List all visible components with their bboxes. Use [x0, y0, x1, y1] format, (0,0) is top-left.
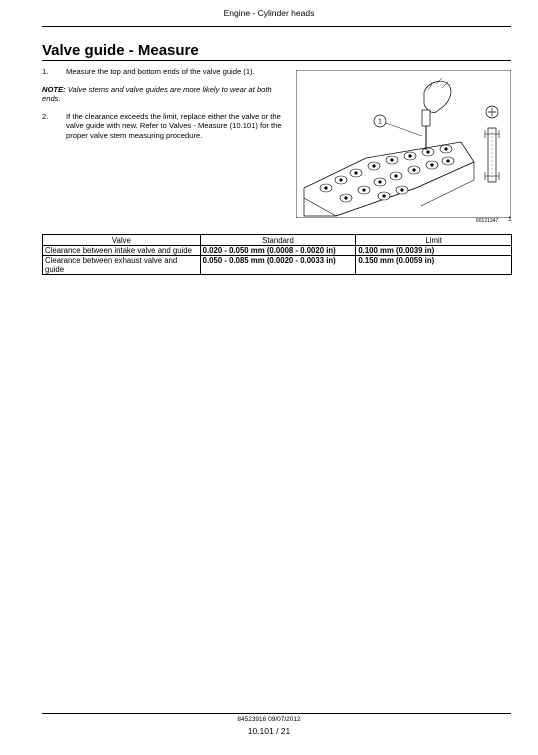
- step-number: 2.: [42, 111, 49, 121]
- table-cell-valve: Clearance between intake valve and guide: [43, 246, 201, 256]
- footer-divider: [42, 713, 511, 714]
- valve-guide-illustration: [296, 70, 511, 218]
- figure-callout: 1: [378, 118, 382, 126]
- step-text: Measure the top and bottom ends of the valve guide (1).: [66, 67, 255, 76]
- procedure-text: [42, 67, 282, 149]
- page-title: Valve guide - Measure: [42, 42, 199, 59]
- page-number: 10.101 / 21: [247, 726, 291, 736]
- note-label: NOTE:: [42, 84, 66, 94]
- column-header-limit: Limit: [356, 235, 512, 246]
- table-cell-standard: 0.050 - 0.085 mm (0.0020 - 0.0033 in): [200, 256, 356, 275]
- note: [42, 85, 282, 104]
- document-code: 84523916 09/07/2012: [237, 716, 301, 723]
- figure-number: 1: [508, 216, 512, 223]
- clearance-table: [42, 234, 512, 275]
- step-2: [42, 112, 282, 141]
- table-cell-valve: Clearance between exhaust valve and guide: [43, 256, 201, 275]
- table-row: [43, 246, 512, 256]
- note-text: Valve stems and valve guides are more likely to wear at both ends.: [42, 84, 272, 104]
- table-cell-limit: 0.150 mm (0.0059 in): [356, 256, 512, 275]
- title-divider: [42, 60, 511, 61]
- figure-id: 60121347: [476, 218, 499, 224]
- table-header-row: [43, 235, 512, 246]
- column-header-standard: Standard: [200, 235, 356, 246]
- step-text: If the clearance exceeds the limit, replace either the valve or the valve guide with new. Refer to Valves - Measure (10.101) for the proper valve stem measuring procedure.: [66, 111, 282, 140]
- step-number: 1.: [42, 67, 49, 76]
- running-header: Engine - Cylinder heads: [223, 8, 315, 18]
- table-cell-standard: 0.020 - 0.050 mm (0.0008 - 0.0020 in): [200, 246, 356, 256]
- table-row: [43, 256, 512, 275]
- step-1: [42, 67, 282, 77]
- table-cell-limit: 0.100 mm (0.0039 in): [356, 246, 512, 256]
- header-divider: [42, 26, 511, 27]
- column-header-valve: Valve: [43, 235, 201, 246]
